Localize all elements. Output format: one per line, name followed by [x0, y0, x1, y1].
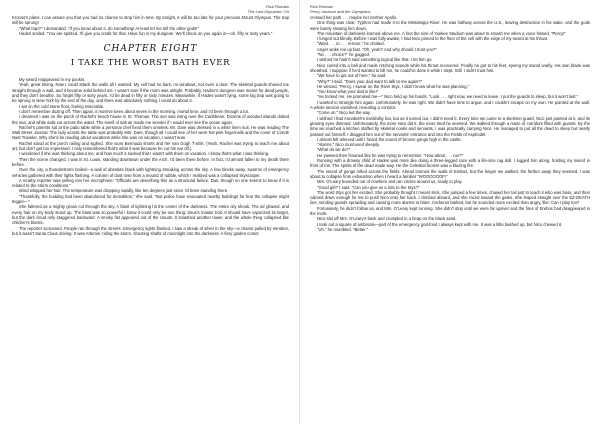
body-paragraph: He yawned then frowned like he was trying to remember. "How about . . . run?"	[317, 152, 464, 158]
body-paragraph: I sat on the cold stone floor, feeling miserable.	[19, 103, 105, 109]
body-paragraph: "Come on." Nico led the way.	[317, 110, 371, 116]
body-paragraph: "You know what your dad is like!"	[317, 89, 379, 95]
chapter-label: CHAPTER EIGHT	[103, 44, 198, 55]
body-paragraph: Running with a drowsy child of Hades was more like doing a three-legged race with a life-size rag doll. I lugged him along, holding my sword in front of me. The spirits of the dead made way. He the Celestial bronze was a blazing fire.	[310, 158, 590, 169]
body-paragraph: One thing was clear: Typhon had made it to the Mississippi River. He was halfway across the U.S., leaving destruction in his wake, and the gods were barely slowing him down.	[310, 20, 590, 31]
right-running-head	[310, 4, 590, 15]
body-paragraph: He winced. "Percy, I swear on the River Styx, I didn't know what he was planning."	[317, 83, 470, 89]
right-header-book: Percy Jackson and the Olympians	[310, 9, 371, 14]
body-paragraph: I lunged out blindly. Before I was fully awake, I had Nico pinned to the floor of the cell with the edge of my sword at his throat.	[317, 36, 549, 42]
body-paragraph: I wanted to strangle him again. Unfortunately, he was right. We didn't have time to argue, and I couldn't escape on my own. He pointed at the wall. A whole section vanished, revealing a corridor.	[310, 99, 590, 111]
body-paragraph: "Alarms," Nico murmured sleepily.	[317, 142, 380, 148]
right-header-author: Rick Riordan	[310, 4, 333, 9]
body-paragraph: A nearby reporter was yelling into her microphone: "Officials are describing this as a structural failure, Dan, though no one seems to know if it is related to the storm conditions."	[12, 177, 289, 189]
intro-paragraph: Kronos's plans. I can assure you that you had no chance to stop him in time. By tonight, it will be too late for your precious Mount Olympus. The trap will be sprung!	[12, 15, 289, 26]
body-paragraph: The reporter screamed. People ran through the streets. Emergency lights flashed. I saw a streak of silver in the sky—a chariot pulled by reindeer, but it wasn't Santa Claus driving. It was Artemis, riding the storm, shooting shafts of moonlight into the darkness. A fiery golden comet	[12, 225, 289, 236]
body-paragraph: I wished I had Annabeth's invisibility hat, but as it turned out, I didn't need it. Every time we came to a skeleton guard, Nico just pointed at it, and its glowing eyes dimmed. Unfortunately, the more Nico did it, the more tired he seemed. We walked through a maze of corridors filled with guards. By the time we reached a kitchen staffed by skeletal cooks and servants, I was practically carrying Nico. He managed to put all the dead to sleep but nearly passed out himself. I dragged him out of the servants' entrance and into the Fields of Asphodel.	[310, 115, 590, 137]
body-paragraph: "We have to get out of here," he said.	[317, 73, 387, 79]
intro-paragraph: Hades smiled. "You are spirited. I'll give you credit for that. Have fun in my dungeon. We'll check on you again in—oh, fifty or sixty years."	[19, 30, 273, 36]
body-paragraph: "Why?" I said. "Does your dad want to talk to me again?"	[317, 78, 423, 84]
body-paragraph: Over the city, a thunderstorm boiled—a wall of absolute black with lightning streaking across the sky. A few blocks away, swarms of emergency vehicles gathered with their lights flashing. A column of dust rose from a mound of rubble, which I realized was a collapsed skyscraper.	[12, 167, 289, 178]
body-paragraph: "He tricked me. He promised me—" Nico held up his hands. "Look . . . right now, we need to leave. I put the guards to sleep, but it won't last."	[317, 94, 579, 100]
chapter-title: I TAKE THE WORST BATH EVER	[70, 58, 231, 69]
body-paragraph: My sword reappeared in my pocket.	[19, 77, 86, 83]
body-paragraph: The sound of gongs rolled across the fields. Ahead loomed the walls of Erebos, but the longer we walked, the farther away they seemed. I was about to collapse from exhaustion when I heard a familiar "WOOOOOOF!"	[310, 168, 590, 179]
body-paragraph: "Uh," he mumbled. "Better."	[317, 226, 369, 232]
body-paragraph: I wondered if she was thinking about me, and how much it sucked that I wasn't with them on vacation. I know that's what I was thinking.	[19, 151, 270, 157]
body-paragraph: "Good girl!" I said. "Can you give us a ride to the Styx?"	[317, 184, 420, 190]
body-paragraph: Rachel's parents sat at the patio table while a personal chef fixed them omelets. Mr. Dare was dressed in a white linen suit. He was reading The Wall Street Journal. The lady across the table was probably Mrs. Dare, though all I could see of her were hot pink fingernails and the cover of Condé Nast Traveler. Why she'd be reading about vacations while she was on vacation, I wasn't sure.	[12, 124, 289, 141]
body-paragraph: Nico slid off Mrs. O'Leary's back and crumpled in a heap on the black sand.	[317, 216, 457, 222]
body-paragraph: Anger woke me up fast. "Oh, yeah? And why should I trust you?"	[317, 46, 437, 52]
body-paragraph: "What do we do?"	[317, 147, 351, 153]
body-paragraph: I almost felt relieved until I heard the sound of bronze gongs high in the castle.	[317, 136, 462, 142]
body-paragraph: Rachel stood at the porch railing and sighed. She wore Bermuda shorts and her van Gogh T-shirt. (Yeah, Rachel was trying to teach me about art, but don't get too impressed. I only remembered that's what it was because he cut his ear off.)	[12, 140, 289, 152]
body-paragraph: The mountain of darkness loomed above me. A foot the size of Yankee Stadium was about to smash me when a voice hissed, "Percy!"	[317, 30, 566, 36]
intro-paragraph: "What trap?" I demanded. "If you know about it, do something! At least let me tell the other gods!"	[19, 25, 199, 31]
body-paragraph: I dreamed I was on the porch of Rachel's beach house in St. Thomas. The sun was rising over the Caribbean. Dozens of wooded islands dotted the sea, and white sails cut across the water. The smell of salt air made me wonder if I would ever see the ocean again.	[12, 114, 289, 125]
body-paragraph: crossed her path . . . maybe her brother Apollo.	[310, 15, 398, 20]
body-paragraph: Nico curled into a ball and made retching sounds while his throat recovered. Finally he got to his feet, eyeing my sword warily. His own blade was sheathed. I suppose if he'd wanted to kill me, he could've done it while I slept. Still, I didn't trust him.	[310, 62, 590, 73]
left-header-author: Rick Riordan	[266, 4, 289, 9]
body-paragraph: Yeah, great timing. Now I could attack the walls all I wanted. My cell had no bars, no windows, not even a door. The skeletal guards shoved me straight through a wall, and it became solid behind me. I wasn't sure if the room was airtight. Probably. Hades's dungeon was meant for dead people, and they don't breathe. So forget fifty or sixty years. I'd be dead in fifty or sixty minutes. Meanwhile, if Hades wasn't lying, some big trap was going to be sprung in New York by the end of the day, and there was absolutely nothing I could do about it.	[12, 82, 289, 104]
body-paragraph: Then the scene changed. I was in St. Louis, standing downtown under the Arch. I'd been there before. In fact, I'd almost fallen to my death there before.	[12, 156, 289, 167]
body-paragraph: "No . . . choice?" he gagged.	[317, 52, 371, 58]
left-running-head: Rick Riordan The Last Olympian / 03	[12, 4, 289, 15]
body-paragraph: Mrs. O'Leary bounded out of nowhere and ran circles around us, ready to play.	[317, 179, 463, 185]
body-paragraph: I took out a square of ambrosia—part of the emergency god-food I always kept with me. It was a little bashed up, but Nico chewed it.	[317, 221, 563, 227]
body-paragraph: I don't remember dozing off. Then again, it must've been about seven in the morning, mortal time, and I'd been through a lot.	[19, 108, 249, 114]
left-header-book: The Last Olympian	[247, 9, 282, 14]
body-paragraph: Wind whipped her hair. The temperature was dropping rapidly, like ten degrees just since I'd been standing there.	[19, 188, 229, 194]
body-paragraph: I wished he hadn't said something logical like that. I let him go.	[317, 57, 433, 63]
body-paragraph: "Thankfully, the building had been abandoned for demolition," she said. "But police have evacuated nearby buildings for fear the collapse might trigger—"	[12, 193, 289, 205]
left-header-page: 03	[284, 9, 289, 14]
body-paragraph: Fortunately, he didn't follow us, and Mrs. O'Leary kept running. She didn't stop until we were far upriver and the fires of Erebos had disappeared in the murk.	[310, 205, 590, 216]
right-page	[300, 0, 600, 424]
body-paragraph: She faltered as a mighty groan cut through the sky. A blast of lightning hit the center of the darkness. The entire city shook. The air glowed, and every hair on my body stood up. The blast was so powerful I knew it could only be one thing: Zeus's master bolt. It should have vaporized its target, but the dark cloud only staggered backward. A smoky fist appeared out of the clouds. It smashed another tower, and the whole thing collapsed like children's blocks.	[12, 204, 289, 226]
body-paragraph: "Want . . . to . . . rescue," he choked.	[317, 41, 385, 47]
body-paragraph: The word Styx got her excited. She probably thought I meant stick. She jumped a few times, chased her tail just to teach it who was boss, and then calmed down enough for me to push Nico onto her back. I climbed aboard, and she raced toward the gates. She leaped straight over the EZ-DEATH line, sending guards sprawling and causing more alarms to blare. Cerberus barked, but he sounded more excited than angry, like: Can I play too?	[310, 189, 590, 206]
